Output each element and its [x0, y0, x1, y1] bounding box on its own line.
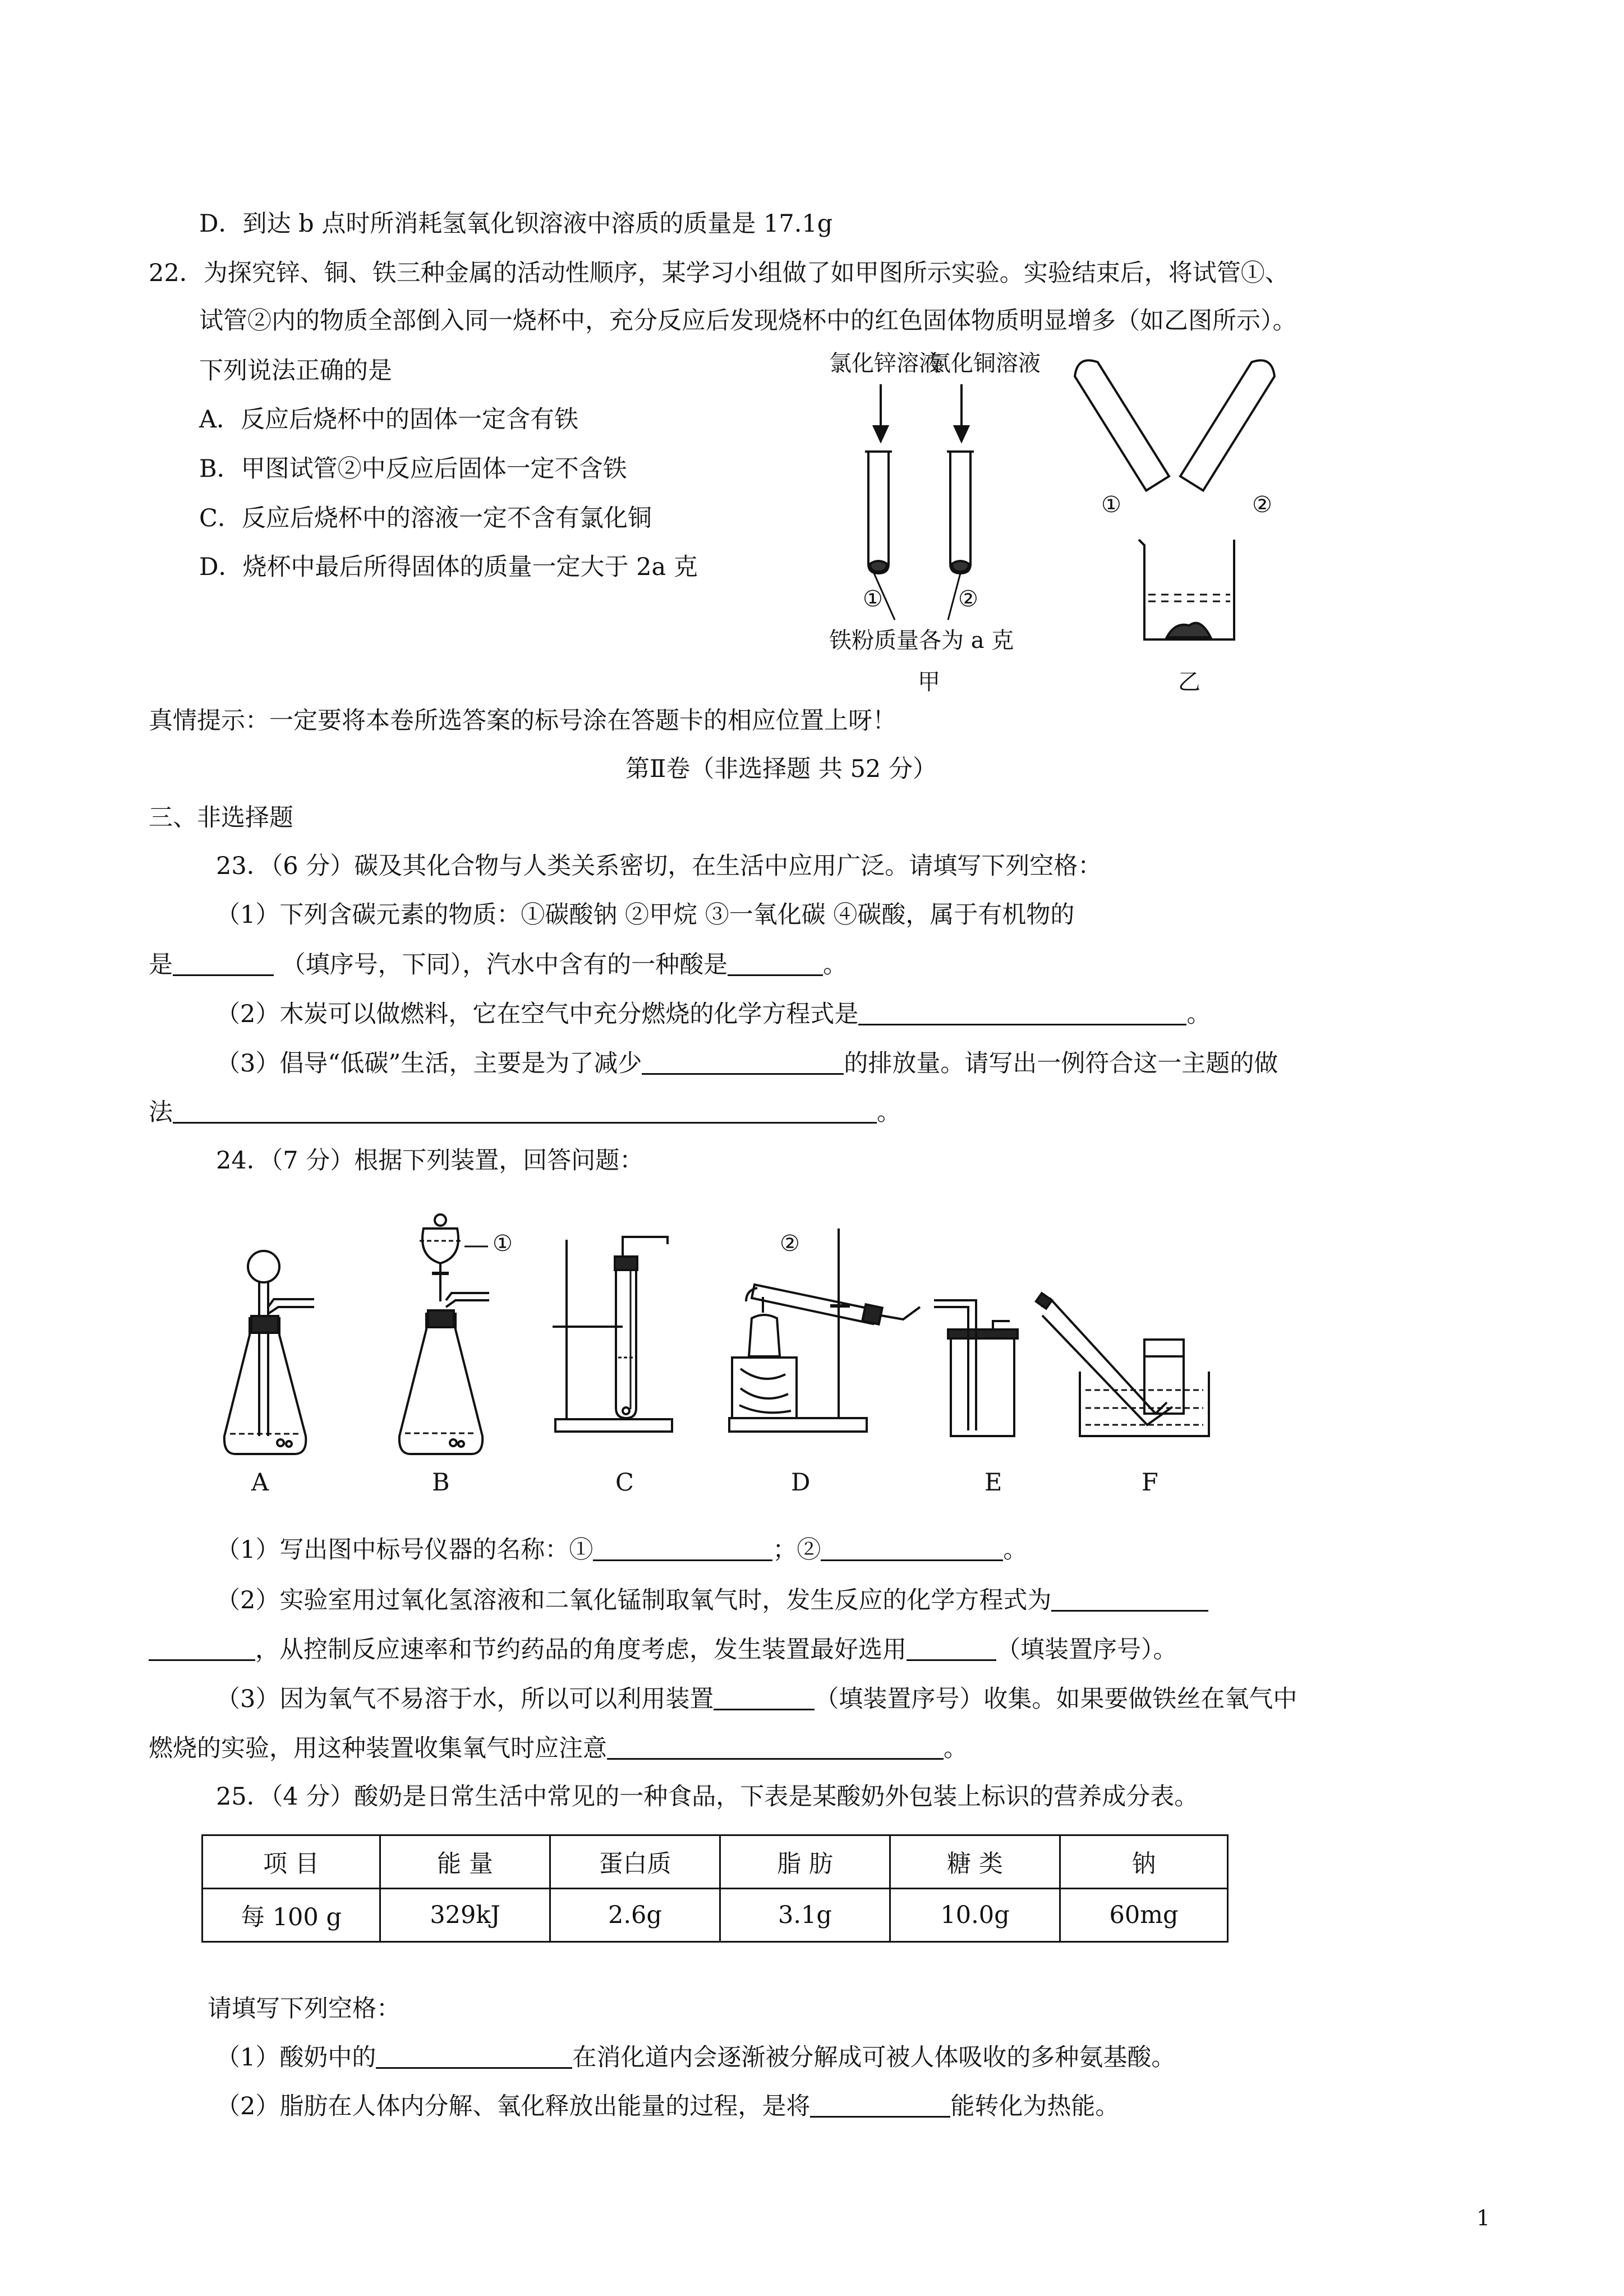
- figure-caption-jia: 甲: [918, 669, 940, 695]
- apparatus-label-b: B: [432, 1469, 450, 1497]
- tube-label-2: ②: [958, 586, 978, 612]
- table-header-cell: 蛋白质: [550, 1835, 720, 1889]
- figure-yi: [1070, 355, 1279, 639]
- apparatus-b: [399, 1214, 489, 1454]
- q22-stem-line3: 下列说法正确的是: [199, 357, 392, 385]
- tilted-tube-1: [1070, 355, 1169, 491]
- iron-powder-2: [952, 561, 969, 572]
- q25-part2: （2）脂肪在人体内分解、氧化释放出能量的过程，是将 能转化为热能。: [216, 2092, 1120, 2120]
- tube-marker-2: ②: [1252, 492, 1272, 518]
- apparatus-marker-1: ①: [493, 1231, 513, 1257]
- apparatus-f: [1036, 1293, 1209, 1436]
- apparatus-label-c: C: [615, 1469, 634, 1497]
- table-cell: 329kJ: [380, 1889, 550, 1942]
- reminder: 真情提示：一定要将本卷所选答案的标号涂在答题卡的相应位置上呀！: [149, 707, 896, 735]
- q25-stem: 25．（4 分）酸奶是日常生活中常见的一种食品，下表是某酸奶外包装上标识的营养成分表。: [216, 1783, 1199, 1811]
- q24-stem: 24．（7 分）根据下列装置，回答问题：: [216, 1147, 644, 1175]
- q24-part2-line2: ，从控制反应速率和节约药品的角度考虑，发生装置最好选用 （填装置序号）。: [149, 1637, 1177, 1662]
- q22-stem-line2: 试管②内的物质全部倒入同一烧杯中，充分反应后发现烧杯中的红色固体物质明显增多（如乙图所示）。: [199, 307, 1297, 335]
- tube-marker-1: ①: [1101, 492, 1121, 518]
- apparatus-label-e: E: [984, 1469, 1002, 1497]
- red-solid: [1167, 623, 1211, 637]
- part2-title: 第Ⅱ卷（非选择题 共 52 分）: [625, 755, 937, 783]
- q24-part3-line2: 燃烧的实验，用这种装置收集氧气时应注意 。: [149, 1734, 968, 1763]
- apparatus-marker-2: ②: [780, 1231, 800, 1257]
- table-cell: 60mg: [1060, 1889, 1228, 1942]
- q23-part1-line1: （1）下列含碳元素的物质：①碳酸钠 ②甲烷 ③一氧化碳 ④碳酸，属于有机物的: [216, 901, 1075, 929]
- apparatus-label-d: D: [791, 1469, 811, 1497]
- table-header-cell: 能 量: [380, 1835, 550, 1889]
- apparatus-label-f: F: [1142, 1469, 1158, 1497]
- q24-part3-line1: （3）因为氧气不易溶于水，所以可以利用装置 （填装置序号）收集。如果要做铁丝在氧气中: [216, 1685, 1298, 1713]
- table-header-cell: 钠: [1060, 1835, 1228, 1889]
- table-header-cell: 糖 类: [890, 1835, 1060, 1889]
- tube-label-1: ①: [863, 586, 883, 612]
- arrow-head-icon: [955, 426, 968, 441]
- q25-fill-prompt: 请填写下列空格：: [208, 1995, 401, 2023]
- iron-mass-caption: 铁粉质量各为 a 克: [829, 628, 1014, 654]
- tilted-tube-2: [1180, 355, 1279, 491]
- test-tube-1: [868, 452, 889, 573]
- arrow-head-icon: [874, 426, 887, 441]
- figure-jia: [865, 384, 974, 620]
- table-header-cell: 脂 肪: [720, 1835, 890, 1889]
- table-cell: 3.1g: [720, 1889, 890, 1942]
- q23-part3-line1: （3）倡导“低碳”生活，主要是为了减少 的排放量。请写出一例符合这一主题的做: [216, 1050, 1278, 1078]
- q23-stem: 23．（6 分）碳及其化合物与人类关系密切，在生活中应用广泛。请填写下列空格：: [216, 852, 1102, 880]
- q22-option-c: C．反应后烧杯中的溶液一定不含有氯化铜: [199, 504, 652, 532]
- q22-option-a: A．反应后烧杯中的固体一定含有铁: [199, 406, 579, 434]
- table-header-cell: 项 目: [203, 1835, 380, 1889]
- apparatus-a: [224, 1251, 314, 1454]
- q25-part1: （1）酸奶中的 在消化道内会逐渐被分解成可被人体吸收的多种氨基酸。: [216, 2044, 1176, 2072]
- test-tube-2: [950, 452, 970, 573]
- table-cell: 每 100 g: [203, 1889, 380, 1942]
- q23-part2: （2）木炭可以做燃料，它在空气中充分燃烧的化学方程式是 。: [216, 1000, 1211, 1028]
- q22-option-d: D．烧杯中最后所得固体的质量一定大于 2a 克: [199, 553, 698, 581]
- pointer-line: [874, 573, 895, 620]
- pointer-line: [948, 573, 960, 620]
- q23-part1-line2: 是 （填序号，下同），汽水中含有的一种酸是 。: [149, 951, 848, 979]
- q22-option-b: B．甲图试管②中反应后固体一定不含铁: [199, 455, 627, 483]
- apparatus-c: [553, 1237, 672, 1432]
- q24-part2-line1: （2）实验室用过氧化氢溶液和二氧化锰制取氧气时，发生反应的化学方程式为: [216, 1588, 1208, 1613]
- q22-stem-line1: 22．为探究锌、铜、铁三种金属的活动性顺序，某学习小组做了如甲图所示实验。实验结束后，将试管①、: [149, 259, 1289, 287]
- apparatus-d: [729, 1228, 920, 1432]
- apparatus-figures: [224, 1214, 1209, 1454]
- label-copper-chloride: 氯化铜溶液: [928, 351, 1041, 376]
- apparatus-e: [934, 1300, 1018, 1436]
- table-cell: 2.6g: [550, 1889, 720, 1942]
- label-zinc-chloride: 氯化锌溶液: [829, 351, 941, 376]
- figure-caption-yi: 乙: [1178, 669, 1200, 695]
- apparatus-label-a: A: [251, 1469, 269, 1497]
- section3-heading: 三、非选择题: [149, 804, 293, 832]
- q24-part1: （1）写出图中标号仪器的名称：① ；② 。: [216, 1536, 1028, 1564]
- iron-powder-1: [870, 561, 887, 572]
- page-number: 1: [1476, 2206, 1490, 2230]
- table-cell: 10.0g: [890, 1889, 1060, 1942]
- q23-part3-line2: 法 。: [149, 1098, 901, 1126]
- q21-option-d: D．到达 b 点时所消耗氢氧化钡溶液中溶质的质量是 17.1g: [199, 210, 833, 238]
